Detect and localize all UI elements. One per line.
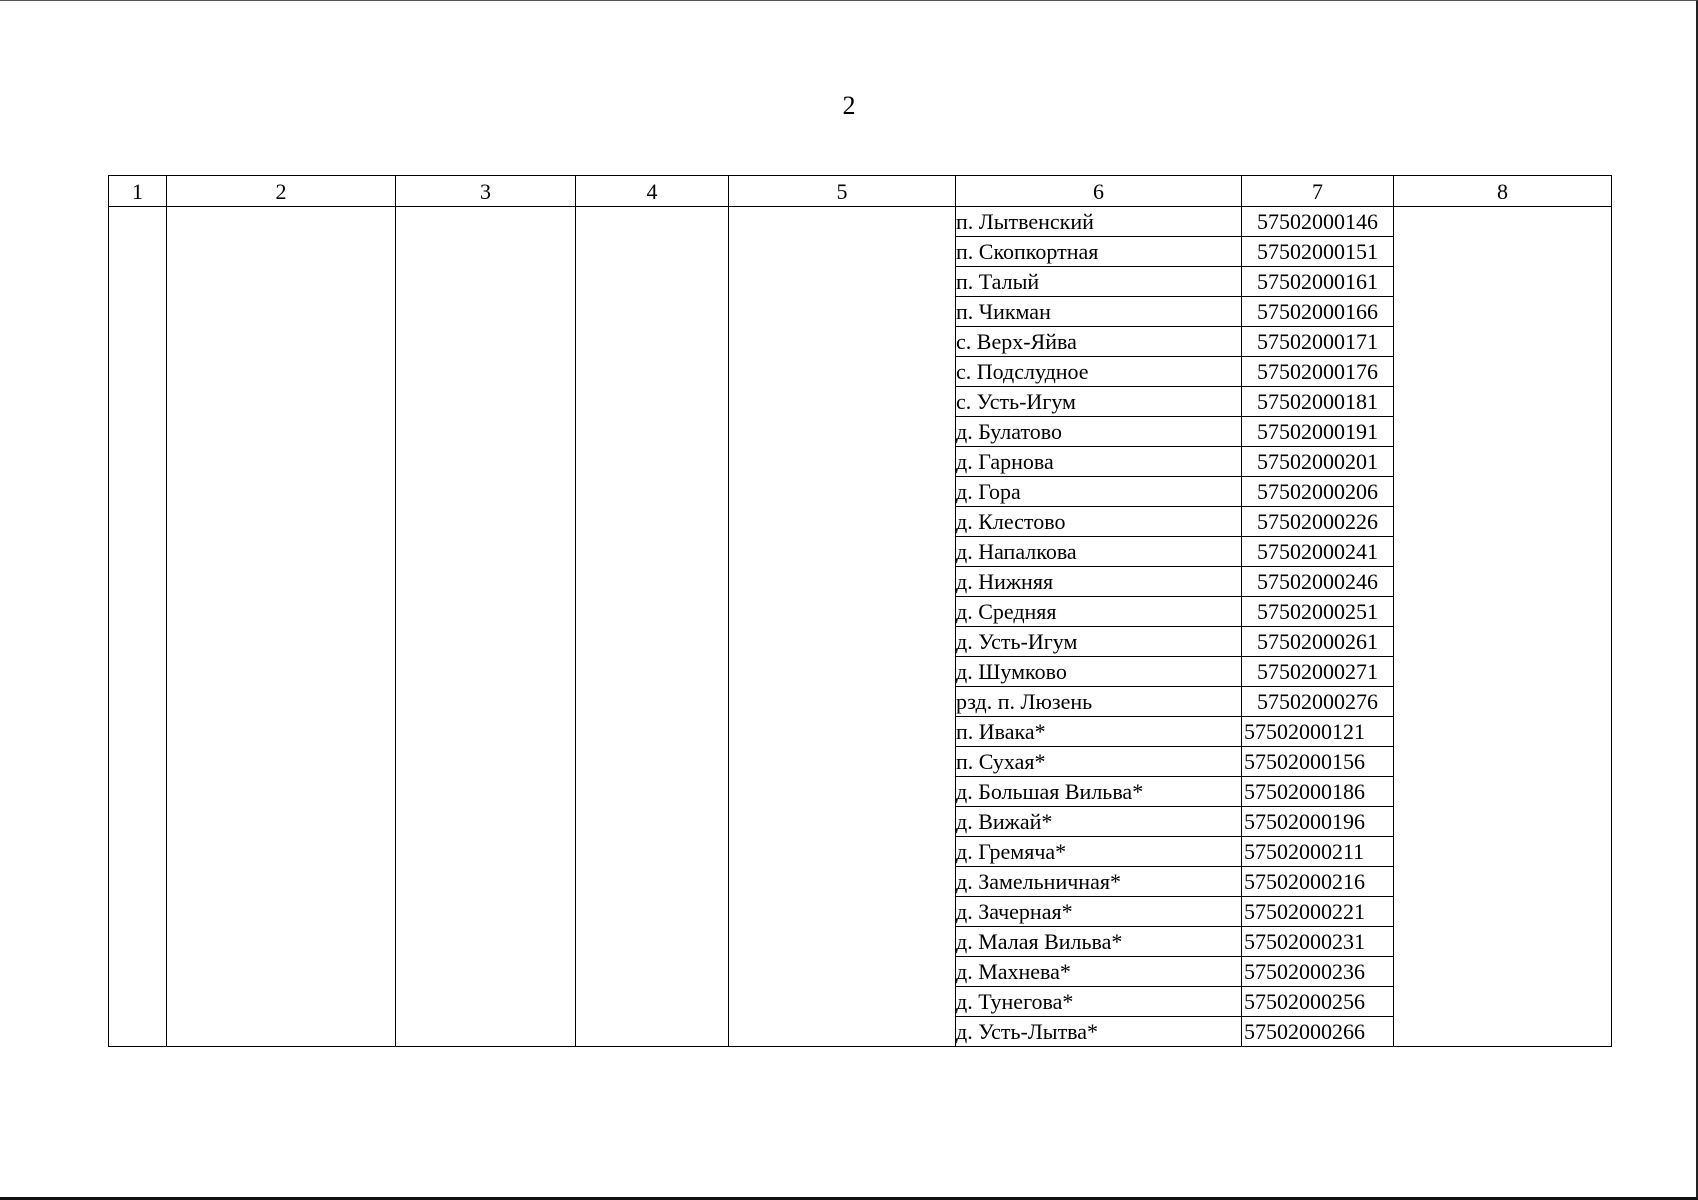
settlement-name-cell: д. Большая Вильва* bbox=[956, 777, 1242, 807]
column-header-8: 8 bbox=[1394, 176, 1612, 207]
settlement-name-cell: с. Верх-Яйва bbox=[956, 327, 1242, 357]
oktmo-code-cell: 57502000121 bbox=[1242, 717, 1394, 747]
oktmo-code-cell: 57502000266 bbox=[1242, 1017, 1394, 1047]
oktmo-code-cell: 57502000241 bbox=[1242, 537, 1394, 567]
table-header bbox=[109, 176, 1612, 207]
oktmo-code-cell: 57502000146 bbox=[1242, 207, 1394, 237]
empty-cell-col-1 bbox=[109, 207, 167, 1047]
empty-cell-col-8 bbox=[1394, 207, 1612, 1047]
settlement-name-cell: д. Гремяча* bbox=[956, 837, 1242, 867]
settlement-name-cell: д. Вижай* bbox=[956, 807, 1242, 837]
oktmo-code-cell: 57502000261 bbox=[1242, 627, 1394, 657]
table-row bbox=[109, 207, 1612, 237]
oktmo-code-cell: 57502000251 bbox=[1242, 597, 1394, 627]
header-row bbox=[109, 176, 1612, 207]
settlement-name-cell: д. Булатово bbox=[956, 417, 1242, 447]
settlement-name-cell: с. Усть-Игум bbox=[956, 387, 1242, 417]
column-header-4: 4 bbox=[576, 176, 729, 207]
settlement-name-cell: п. Сухая* bbox=[956, 747, 1242, 777]
column-header-7: 7 bbox=[1242, 176, 1394, 207]
settlement-name-cell: д. Усть-Игум bbox=[956, 627, 1242, 657]
settlement-name-cell: д. Нижняя bbox=[956, 567, 1242, 597]
column-header-3: 3 bbox=[396, 176, 576, 207]
column-header-1: 1 bbox=[109, 176, 167, 207]
oktmo-code-cell: 57502000206 bbox=[1242, 477, 1394, 507]
oktmo-code-cell: 57502000256 bbox=[1242, 987, 1394, 1017]
settlement-name-cell: п. Чикман bbox=[956, 297, 1242, 327]
settlement-name-cell: п. Лытвенский bbox=[956, 207, 1242, 237]
oktmo-code-cell: 57502000196 bbox=[1242, 807, 1394, 837]
settlement-name-cell: п. Талый bbox=[956, 267, 1242, 297]
oktmo-code-cell: 57502000201 bbox=[1242, 447, 1394, 477]
oktmo-code-cell: 57502000231 bbox=[1242, 927, 1394, 957]
column-header-6: 6 bbox=[956, 176, 1242, 207]
oktmo-code-cell: 57502000176 bbox=[1242, 357, 1394, 387]
oktmo-code-cell: 57502000191 bbox=[1242, 417, 1394, 447]
oktmo-code-cell: 57502000156 bbox=[1242, 747, 1394, 777]
settlement-name-cell: д. Усть-Лытва* bbox=[956, 1017, 1242, 1047]
settlement-name-cell: д. Замельничная* bbox=[956, 867, 1242, 897]
column-header-5: 5 bbox=[729, 176, 956, 207]
settlements-table bbox=[108, 175, 1612, 1047]
oktmo-code-cell: 57502000211 bbox=[1242, 837, 1394, 867]
settlement-name-cell: д. Шумково bbox=[956, 657, 1242, 687]
settlement-name-cell: д. Махнева* bbox=[956, 957, 1242, 987]
settlement-name-cell: д. Гора bbox=[956, 477, 1242, 507]
oktmo-code-cell: 57502000166 bbox=[1242, 297, 1394, 327]
settlement-name-cell: д. Гарнова bbox=[956, 447, 1242, 477]
settlement-name-cell: д. Клестово bbox=[956, 507, 1242, 537]
settlement-name-cell: д. Малая Вильва* bbox=[956, 927, 1242, 957]
empty-cell-col-3 bbox=[396, 207, 576, 1047]
settlement-name-cell: д. Средняя bbox=[956, 597, 1242, 627]
settlement-name-cell: с. Подслудное bbox=[956, 357, 1242, 387]
oktmo-code-cell: 57502000151 bbox=[1242, 237, 1394, 267]
oktmo-code-cell: 57502000236 bbox=[1242, 957, 1394, 987]
oktmo-code-cell: 57502000221 bbox=[1242, 897, 1394, 927]
oktmo-code-cell: 57502000271 bbox=[1242, 657, 1394, 687]
oktmo-code-cell: 57502000246 bbox=[1242, 567, 1394, 597]
settlement-name-cell: рзд. п. Люзень bbox=[956, 687, 1242, 717]
oktmo-code-cell: 57502000161 bbox=[1242, 267, 1394, 297]
settlement-name-cell: п. Ивака* bbox=[956, 717, 1242, 747]
empty-cell-col-2 bbox=[167, 207, 396, 1047]
page-number: 2 bbox=[842, 91, 856, 120]
column-header-2: 2 bbox=[167, 176, 396, 207]
empty-cell-col-4 bbox=[576, 207, 729, 1047]
oktmo-code-cell: 57502000276 bbox=[1242, 687, 1394, 717]
settlement-name-cell: д. Зачерная* bbox=[956, 897, 1242, 927]
settlement-name-cell: д. Тунегова* bbox=[956, 987, 1242, 1017]
oktmo-code-cell: 57502000181 bbox=[1242, 387, 1394, 417]
settlement-name-cell: п. Скопкортная bbox=[956, 237, 1242, 267]
table-body bbox=[109, 207, 1612, 1047]
oktmo-code-cell: 57502000186 bbox=[1242, 777, 1394, 807]
oktmo-code-cell: 57502000171 bbox=[1242, 327, 1394, 357]
oktmo-code-cell: 57502000226 bbox=[1242, 507, 1394, 537]
oktmo-code-cell: 57502000216 bbox=[1242, 867, 1394, 897]
empty-cell-col-5 bbox=[729, 207, 956, 1047]
settlement-name-cell: д. Напалкова bbox=[956, 537, 1242, 567]
